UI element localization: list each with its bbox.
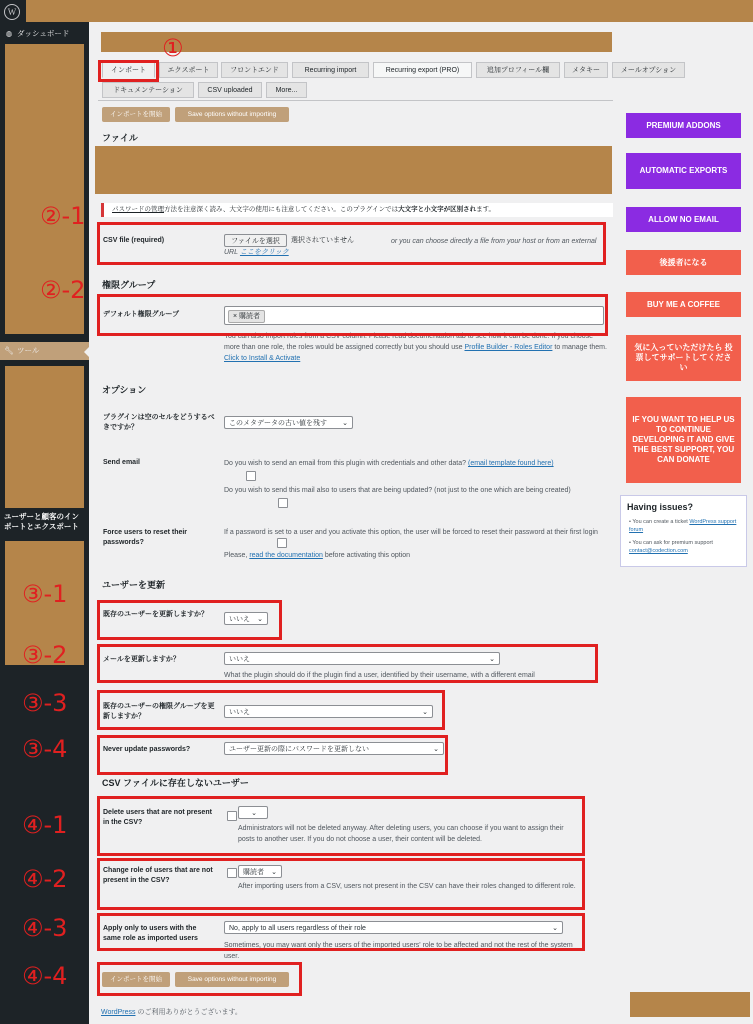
update-email-label: メールを更新しますか？: [103, 656, 180, 663]
sidebar-item-label: ダッシュボード: [17, 29, 70, 38]
chevron-down-icon: ⌄: [422, 709, 428, 716]
chevron-down-icon: ⌄: [489, 656, 495, 663]
annotation-box-3-1: [97, 600, 282, 640]
send-email-update-question: Do you wish to send this mail also to users that are being updated? (not just to the one which are being created): [224, 487, 571, 494]
annotation-marker-3-4: ③-4: [22, 735, 68, 763]
review-button[interactable]: 気に入っていただけたら 投票してサポートしてください: [626, 335, 741, 381]
annotation-marker-4-4: ④-4: [22, 962, 68, 990]
please-read: Please,: [224, 552, 248, 559]
issue-item-2: • You can ask for premium support contact@codection.com: [629, 540, 713, 554]
update-users-heading: ユーザーを更新: [102, 580, 166, 590]
update-roles-label: 既存のユーザーの権限グループを更新しますか？: [103, 703, 215, 720]
annotation-box-3-4: [97, 735, 448, 775]
tab-more[interactable]: More...: [266, 82, 307, 98]
annotation-box-4-4: [97, 962, 302, 996]
buy-me-coffee-button[interactable]: BUY ME A COFFEE: [626, 292, 741, 317]
chevron-down-icon: ⌄: [251, 810, 257, 817]
not-present-heading: CSV ファイルに存在しないユーザー: [102, 778, 249, 788]
chevron-down-icon: ⌄: [257, 616, 263, 623]
automatic-exports-button[interactable]: AUTOMATIC EXPORTS: [626, 153, 741, 189]
chevron-down-icon: ⌄: [342, 420, 348, 427]
tab-csv-uploaded[interactable]: CSV uploaded: [198, 82, 262, 98]
issue-item-1: • You can create a ticket WordPress support forum: [629, 519, 737, 533]
tab-recurring-export[interactable]: Recurring export (PRO): [373, 62, 472, 78]
force-reset-label: Force users to reset their passwords?: [103, 529, 188, 546]
annotation-marker-4-3: ④-3: [22, 914, 68, 942]
save-options-button-bottom[interactable]: Save options without importing: [175, 972, 289, 987]
tab-mail-options[interactable]: メールオプション: [612, 62, 685, 78]
chevron-down-icon: ⌄: [552, 925, 558, 932]
read-doc-text: [224, 550, 410, 561]
annotation-box-2-2: [97, 294, 608, 336]
footer-thanks: のご利用ありがとうございます。: [137, 1009, 242, 1016]
install-activate-link[interactable]: Click to Install & Activate: [224, 355, 301, 362]
roles-heading: 権限グループ: [102, 280, 156, 290]
tab-extra-profile[interactable]: 追加プロフィール欄: [476, 62, 560, 78]
annotation-marker-2-2: ②-2: [40, 276, 86, 304]
annotation-marker-2-1: ②-1: [40, 202, 86, 230]
empty-cells-label: プラグインは空のセルをどうするべきですか？: [103, 414, 215, 431]
roles-help-mid: to manage them.: [554, 344, 607, 351]
warning-text: 方法を注意深く読み、大文字の使用にも注意してください。このプラグインでは: [164, 206, 399, 213]
tab-documentation[interactable]: ドキュメンテーション: [102, 82, 194, 98]
chevron-down-icon: ⌄: [433, 746, 439, 753]
send-email-checkbox[interactable]: [246, 471, 256, 481]
become-supporter-button[interactable]: 後援者になる: [626, 250, 741, 275]
footer-text: [101, 1007, 242, 1018]
tab-frontend[interactable]: フロントエンド: [221, 62, 288, 78]
choose-file-button[interactable]: ファイルを選択: [224, 234, 287, 247]
premium-addons-button[interactable]: PREMIUM ADDONS: [626, 113, 741, 138]
annotation-marker-3-1: ③-1: [22, 580, 68, 608]
tabs-divider: [98, 100, 613, 101]
force-reset-text: If a password is set to a user and you activate this option, the user will be forced to reset their password at their first login: [224, 529, 598, 536]
remove-tag-icon[interactable]: ×: [233, 313, 238, 320]
redacted-area: [26, 0, 753, 22]
redacted-version: [630, 992, 750, 1017]
never-update-passwords-label: Never update passwords?: [103, 746, 191, 753]
default-role-label: デフォルト権限グループ: [103, 311, 180, 318]
apply-only-label: Apply only to users with the same role as imported users: [103, 925, 198, 942]
send-email-q1: Do you wish to send an email from this plugin with credentials and other data?: [224, 460, 467, 467]
send-email-label: Send email: [103, 459, 140, 466]
tab-meta-keys[interactable]: メタキー: [564, 62, 608, 78]
donate-button[interactable]: IF YOU WANT TO HELP US TO CONTINUE DEVELOPING IT AND GIVE THE BEST SUPPORT, YOU CAN DONATE: [626, 397, 741, 483]
roles-help: You can also import roles from a CSV column. Please read documentation tab to see how it can be done. If you choose more than one role, the roles would be assigned correctly but you should use: [224, 333, 594, 351]
never-update-value: ユーザー更新の際にパスワードを更新しない: [229, 746, 369, 753]
update-existing-label: 既存のユーザーを更新しますか？: [103, 611, 208, 618]
support-email-link[interactable]: contact@codection.com: [629, 548, 688, 554]
before-activating-text: before activating this option: [324, 552, 411, 559]
annotation-marker-3-3: ③-3: [22, 689, 68, 717]
password-warning-notice: [101, 203, 613, 217]
redacted-submenu: [5, 366, 84, 508]
annotation-marker-4-1: ④-1: [22, 811, 68, 839]
admin-bar: [0, 0, 753, 22]
options-heading: オプション: [102, 385, 147, 395]
tab-export[interactable]: エクスポート: [159, 62, 218, 78]
start-import-button[interactable]: インポートを開始: [102, 107, 170, 122]
no-file-selected-text: 選択されていません: [291, 237, 354, 244]
having-issues-box: [620, 495, 747, 567]
read-documentation-link[interactable]: read the documentation: [249, 552, 323, 559]
annotation-marker-3-2: ③-2: [22, 641, 68, 669]
dashboard-icon: ◍: [5, 29, 13, 38]
issue2-prefix: You can ask for premium support: [632, 540, 713, 546]
annotation-box-4-2: [97, 858, 585, 910]
update-roles-value: いいえ: [229, 709, 250, 716]
sidebar-item-label: ツール: [17, 346, 40, 355]
warning-bold-text: 大文字と小文字が区別され: [398, 206, 477, 213]
csv-file-label: CSV file (required): [103, 237, 165, 244]
tab-recurring-import[interactable]: Recurring import: [292, 62, 369, 78]
annotation-box-4-3: [97, 913, 585, 951]
issue1-prefix: You can create a ticket: [632, 519, 688, 525]
update-existing-value: いいえ: [229, 616, 250, 623]
start-import-button-bottom[interactable]: インポートを開始: [102, 972, 170, 987]
wordpress-logo-icon[interactable]: W: [4, 4, 20, 20]
force-reset-checkbox[interactable]: [277, 538, 287, 548]
annotation-box-3-3: [97, 690, 445, 730]
sidebar-item-dashboard[interactable]: [0, 27, 89, 41]
send-email-update-checkbox[interactable]: [278, 498, 288, 508]
empty-cells-select[interactable]: [224, 416, 353, 429]
annotation-box-4-1: [97, 796, 585, 856]
tab-import[interactable]: インポート: [102, 62, 155, 78]
change-role-label: Change role of users that are not present in the CSV?: [103, 867, 213, 884]
annotation-box-1: [98, 60, 159, 82]
roles-editor-link[interactable]: Profile Builder - Roles Editor: [464, 344, 553, 351]
warning-suffix: ます。: [476, 206, 496, 213]
wordpress-link[interactable]: WordPress: [101, 1009, 136, 1016]
wrench-icon: 🔧︎: [4, 346, 14, 355]
file-heading: ファイル: [102, 133, 138, 143]
apply-only-value: No, apply to all users regardless of their role: [229, 925, 366, 932]
having-issues-title: Having issues?: [627, 502, 694, 512]
delete-users-label: Delete users that are not present in the CSV?: [103, 809, 212, 826]
update-email-value: いいえ: [229, 656, 250, 663]
annotation-box-3-2: [97, 644, 598, 683]
annotation-marker-4-2: ④-2: [22, 865, 68, 893]
update-email-help: What the plugin should do if the plugin find a user, identified by their username, with a different email: [224, 672, 535, 679]
redacted-file-area: [95, 146, 612, 194]
change-role-help: After importing users from a CSV, users not present in the CSV can have their roles changed to different role.: [238, 883, 576, 890]
delete-users-help: Administrators will not be deleted anyway. After deleting users, you can choose if you want to assign their posts to another user. If you do not choose a user, their content will be deleted.: [238, 825, 564, 843]
password-management-link[interactable]: パスワードの管理: [112, 206, 164, 213]
sidebar-item-users-import[interactable]: ユーザーと顧客のインポートとエクスポート: [4, 512, 79, 531]
empty-cells-value: このメタデータの古い値を残す: [229, 420, 327, 427]
change-role-value: 購読者: [243, 869, 264, 876]
annotation-box-2-1: [97, 222, 606, 265]
sidebar-item-tools[interactable]: [0, 342, 89, 360]
save-options-button[interactable]: Save options without importing: [175, 107, 289, 122]
apply-only-help: Sometimes, you may want only the users of the imported users' role to be affected and not the rest of the system user.: [224, 942, 573, 960]
email-template-link[interactable]: (email template found here): [467, 460, 554, 467]
chevron-down-icon: ⌄: [271, 869, 277, 876]
allow-no-email-button[interactable]: ALLOW NO EMAIL: [626, 207, 741, 232]
or-choose-text: or you can choose directly a file from your host or from an external URL: [224, 238, 597, 256]
click-here-link[interactable]: ここをクリック: [239, 249, 289, 256]
support-forum-link[interactable]: WordPress support forum: [629, 519, 737, 533]
send-email-question: [224, 458, 604, 469]
role-tag-label: 購読者: [239, 313, 261, 320]
annotation-marker-1: ①: [162, 34, 184, 62]
